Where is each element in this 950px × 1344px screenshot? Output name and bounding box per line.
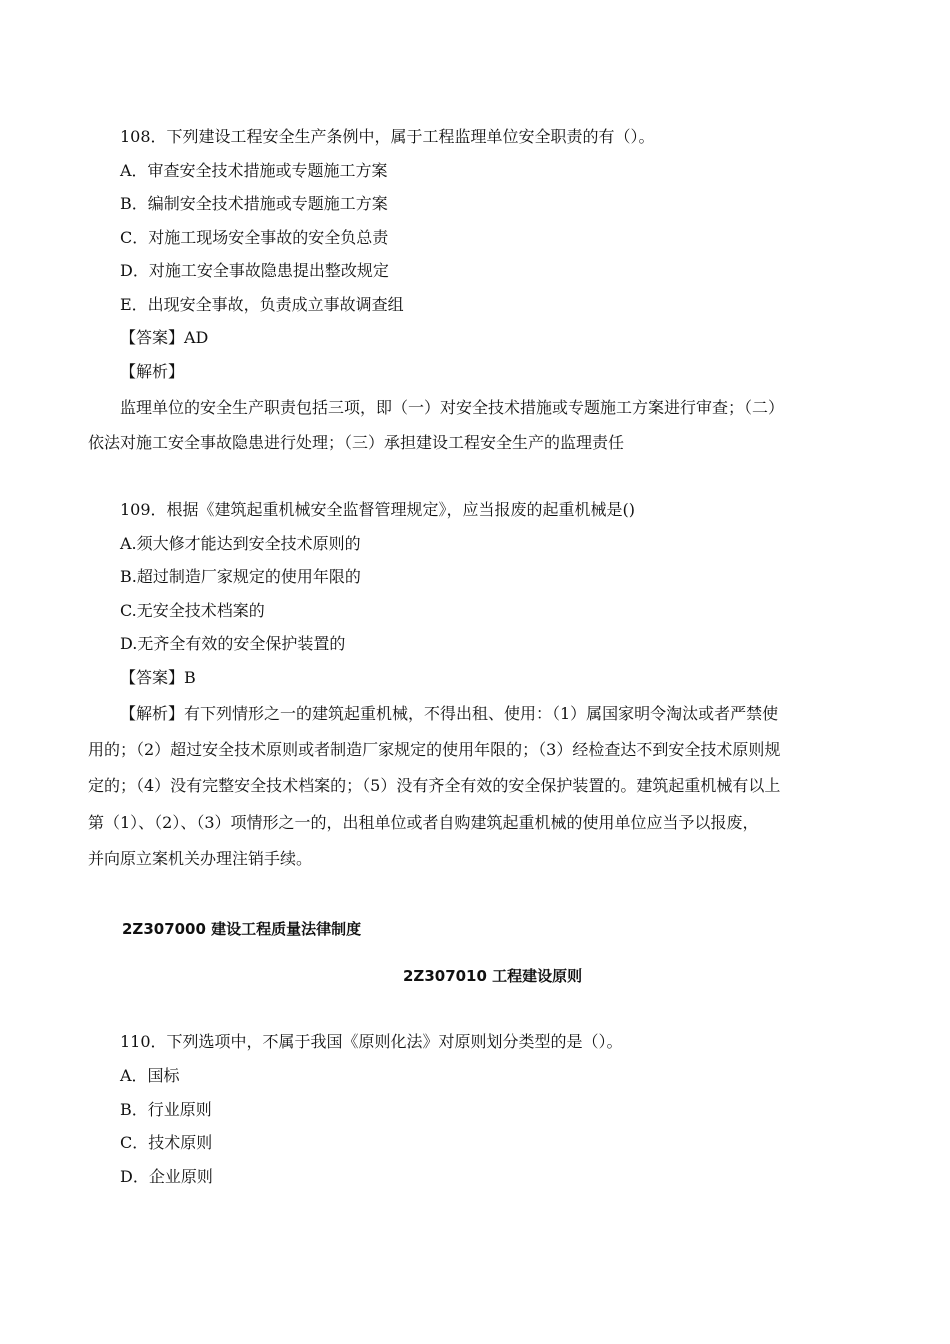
q109-option-c: C.无安全技术档案的 xyxy=(120,601,265,620)
q109-analysis-line-3: 定的；（4）没有完整安全技术档案的；（5）没有齐全有效的安全保护装置的。建筑起重机械有以上 xyxy=(88,776,781,795)
q108-analysis-line-1: 监理单位的安全生产职责包括三项，即（一）对安全技术措施或专题施工方案进行审查；（二） xyxy=(120,398,785,417)
q108-option-e: E．出现安全事故，负责成立事故调查组 xyxy=(120,295,404,314)
q108-answer: 【答案】AD xyxy=(120,328,209,347)
q108-option-d: D．对施工安全事故隐患提出整改规定 xyxy=(120,261,389,280)
q108-option-c: C．对施工现场安全事故的安全负总责 xyxy=(120,228,389,247)
q108-analysis-label: 【解析】 xyxy=(120,362,185,381)
q109-option-b: B.超过制造厂家规定的使用年限的 xyxy=(120,567,361,586)
q109-analysis-line-1: 【解析】有下列情形之一的建筑起重机械，不得出租、使用：（1）属国家明令淘汰或者严禁使 xyxy=(120,704,779,723)
q108-analysis-line-2: 依法对施工安全事故隐患进行处理；（三）承担建设工程安全生产的监理责任 xyxy=(88,433,625,452)
q109-analysis-line-4: 第（1）、（2）、（3）项情形之一的，出租单位或者自购建筑起重机械的使用单位应当予以报废， xyxy=(88,813,759,832)
q109-option-a: A.须大修才能达到安全技术原则的 xyxy=(120,534,361,553)
q110-stem: 110．下列选项中，不属于我国《原则化法》对原则划分类型的是（）。 xyxy=(120,1032,623,1051)
q109-analysis-line-5: 并向原立案机关办理注销手续。 xyxy=(88,849,313,868)
q109-answer: 【答案】B xyxy=(120,668,196,687)
q109-analysis-line-2: 用的；（2）超过安全技术原则或者制造厂家规定的使用年限的；（3）经检查达不到安全技术原则规 xyxy=(88,740,781,759)
q110-option-a: A．国标 xyxy=(120,1066,180,1085)
q109-stem: 109．根据《建筑起重机械安全监督管理规定》，应当报废的起重机械是() xyxy=(120,500,636,519)
q108-option-a: A．审查安全技术措施或专题施工方案 xyxy=(120,161,388,180)
q109-option-d: D.无齐全有效的安全保护装置的 xyxy=(120,634,346,653)
q110-option-c: C．技术原则 xyxy=(120,1133,213,1152)
section-title: 2Z307000 建设工程质量法律制度 xyxy=(122,920,362,938)
q108-stem: 108．下列建设工程安全生产条例中，属于工程监理单位安全职责的有（）。 xyxy=(120,127,655,146)
subsection-title: 2Z307010 工程建设原则 xyxy=(403,967,583,985)
q110-option-b: B．行业原则 xyxy=(120,1100,212,1119)
q110-option-d: D．企业原则 xyxy=(120,1167,213,1186)
q108-option-b: B．编制安全技术措施或专题施工方案 xyxy=(120,194,388,213)
